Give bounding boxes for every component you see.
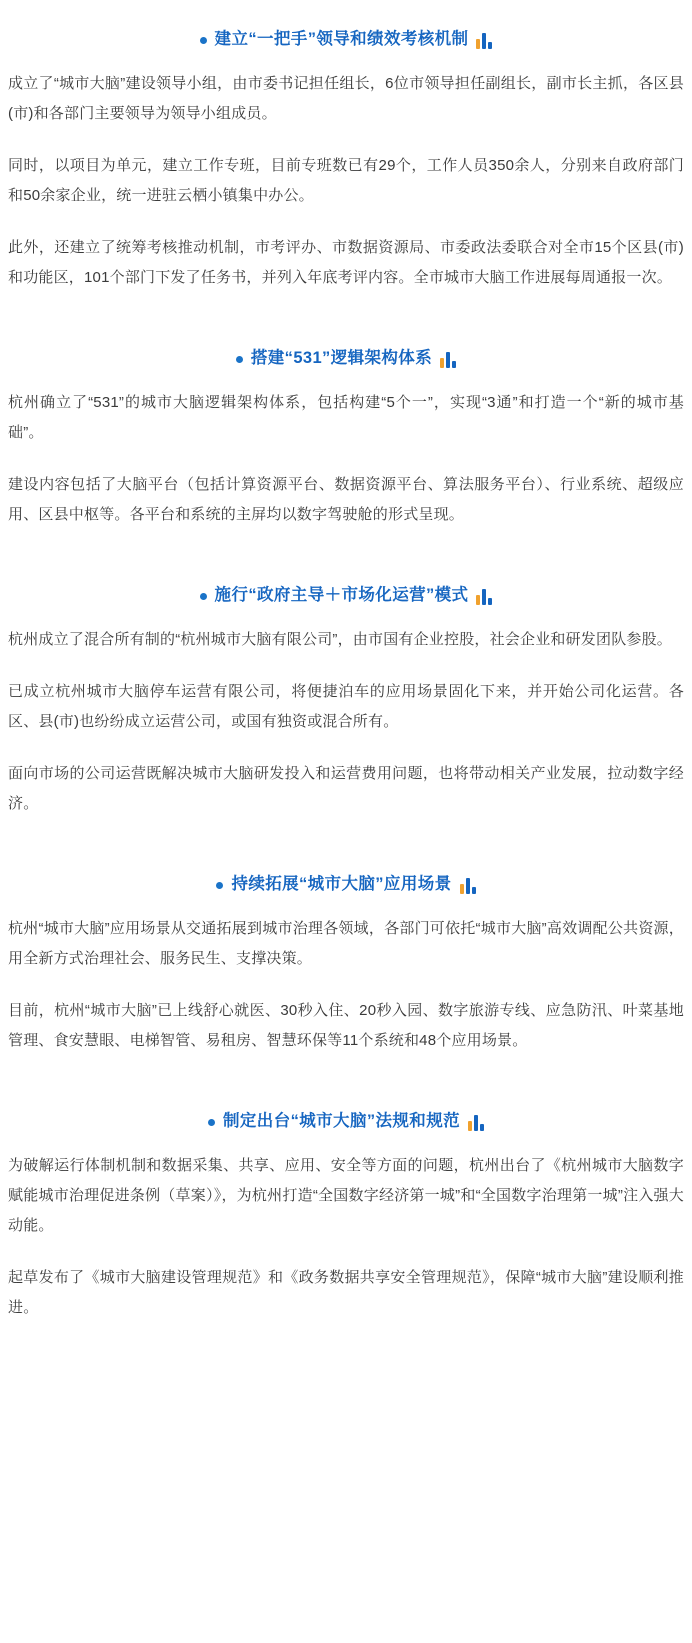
article-section <box>8 1088 684 1329</box>
paragraph: 同时，以项目为单元，建立工作专班，目前专班数已有29个，工作人员350余人，分别来自政府部门和50余家企业，统一进驻云栖小镇集中办公。 <box>8 157 684 205</box>
bar-chart-icon <box>476 32 492 49</box>
paragraph: 起草发布了《城市大脑建设管理规范》和《政务数据共享安全管理规范》，保障“城市大脑”建设顺利推进。 <box>8 1269 684 1317</box>
section-heading <box>8 6 684 69</box>
bullet-dot-icon <box>236 356 243 363</box>
section-heading <box>8 325 684 388</box>
paragraph: 此外，还建立了统筹考核推动机制，市考评办、市数据资源局、市委政法委联合对全市15个区县(市)和功能区，101个部门下发了任务书，并列入年底考评内容。全市城市大脑工作进展每周通报一次。 <box>8 239 684 287</box>
paragraph: 已成立杭州城市大脑停车运营有限公司，将便捷泊车的应用场景固化下来，并开始公司化运营。各区、县(市)也纷纷成立运营公司，或国有独资或混合所有。 <box>8 683 684 731</box>
section-heading-text: 施行“政府主导＋市场化运营”模式 <box>214 586 469 605</box>
section-spacer <box>8 536 684 562</box>
bar-chart-icon <box>468 1114 484 1131</box>
section-heading-text: 制定出台“城市大脑”法规和规范 <box>223 1112 460 1131</box>
bar-chart-icon <box>476 588 492 605</box>
section-heading-text: 建立“一把手”领导和绩效考核机制 <box>214 30 469 48</box>
bullet-dot-icon <box>200 37 207 44</box>
paragraph: 杭州成立了混合所有制的“杭州城市大脑有限公司”，由市国有企业控股，社会企业和研发团队参股。 <box>8 631 672 649</box>
section-heading-text: 持续拓展“城市大脑”应用场景 <box>231 875 452 894</box>
paragraph: 目前，杭州“城市大脑”已上线舒心就医、30秒入住、20秒入园、数字旅游专线、应急防汛、叶菜基地管理、食安慧眼、电梯智管、易租房、智慧环保等11个系统和48个应用场景。 <box>8 1002 684 1050</box>
section-heading-text: 搭建“531”逻辑架构体系 <box>250 349 433 368</box>
paragraph: 成立了“城市大脑”建设领导小组，由市委书记担任组长，6位市领导担任副组长，副市长主抓，各区县(市)和各部门主要领导为领导小组成员。 <box>8 75 684 123</box>
section-heading <box>8 562 684 625</box>
article-section <box>8 851 684 1062</box>
section-spacer <box>8 1062 684 1088</box>
paragraph: 面向市场的公司运营既解决城市大脑研发投入和运营费用问题，也将带动相关产业发展，拉动数字经济。 <box>8 765 684 813</box>
bullet-dot-icon <box>216 882 223 889</box>
section-spacer <box>8 825 684 851</box>
article-section <box>8 562 684 825</box>
section-heading <box>8 851 684 914</box>
paragraph: 为破解运行体制机制和数据采集、共享、应用、安全等方面的问题，杭州出台了《杭州城市大脑数字赋能城市治理促进条例（草案）》，为杭州打造“全国数字经济第一城”和“全国数字治理第一城”注入强大动能。 <box>8 1157 684 1235</box>
section-heading <box>8 1088 684 1151</box>
bullet-dot-icon <box>200 593 207 600</box>
article-section <box>8 0 684 299</box>
bar-chart-icon <box>440 351 456 368</box>
paragraph: 杭州“城市大脑”应用场景从交通拓展到城市治理各领域，各部门可依托“城市大脑”高效调配公共资源，用全新方式治理社会、服务民生、支撑决策。 <box>8 920 684 968</box>
paragraph: 建设内容包括了大脑平台（包括计算资源平台、数据资源平台、算法服务平台）、行业系统、超级应用、区县中枢等。各平台和系统的主屏均以数字驾驶舱的形式呈现。 <box>8 476 684 524</box>
bullet-dot-icon <box>208 1119 215 1126</box>
section-spacer <box>8 299 684 325</box>
bar-chart-icon <box>460 877 476 894</box>
paragraph: 杭州确立了“531”的城市大脑逻辑架构体系，包括构建“5个一”，实现“3通”和打造一个“新的城市基础”。 <box>8 394 684 442</box>
article-section <box>8 325 684 536</box>
